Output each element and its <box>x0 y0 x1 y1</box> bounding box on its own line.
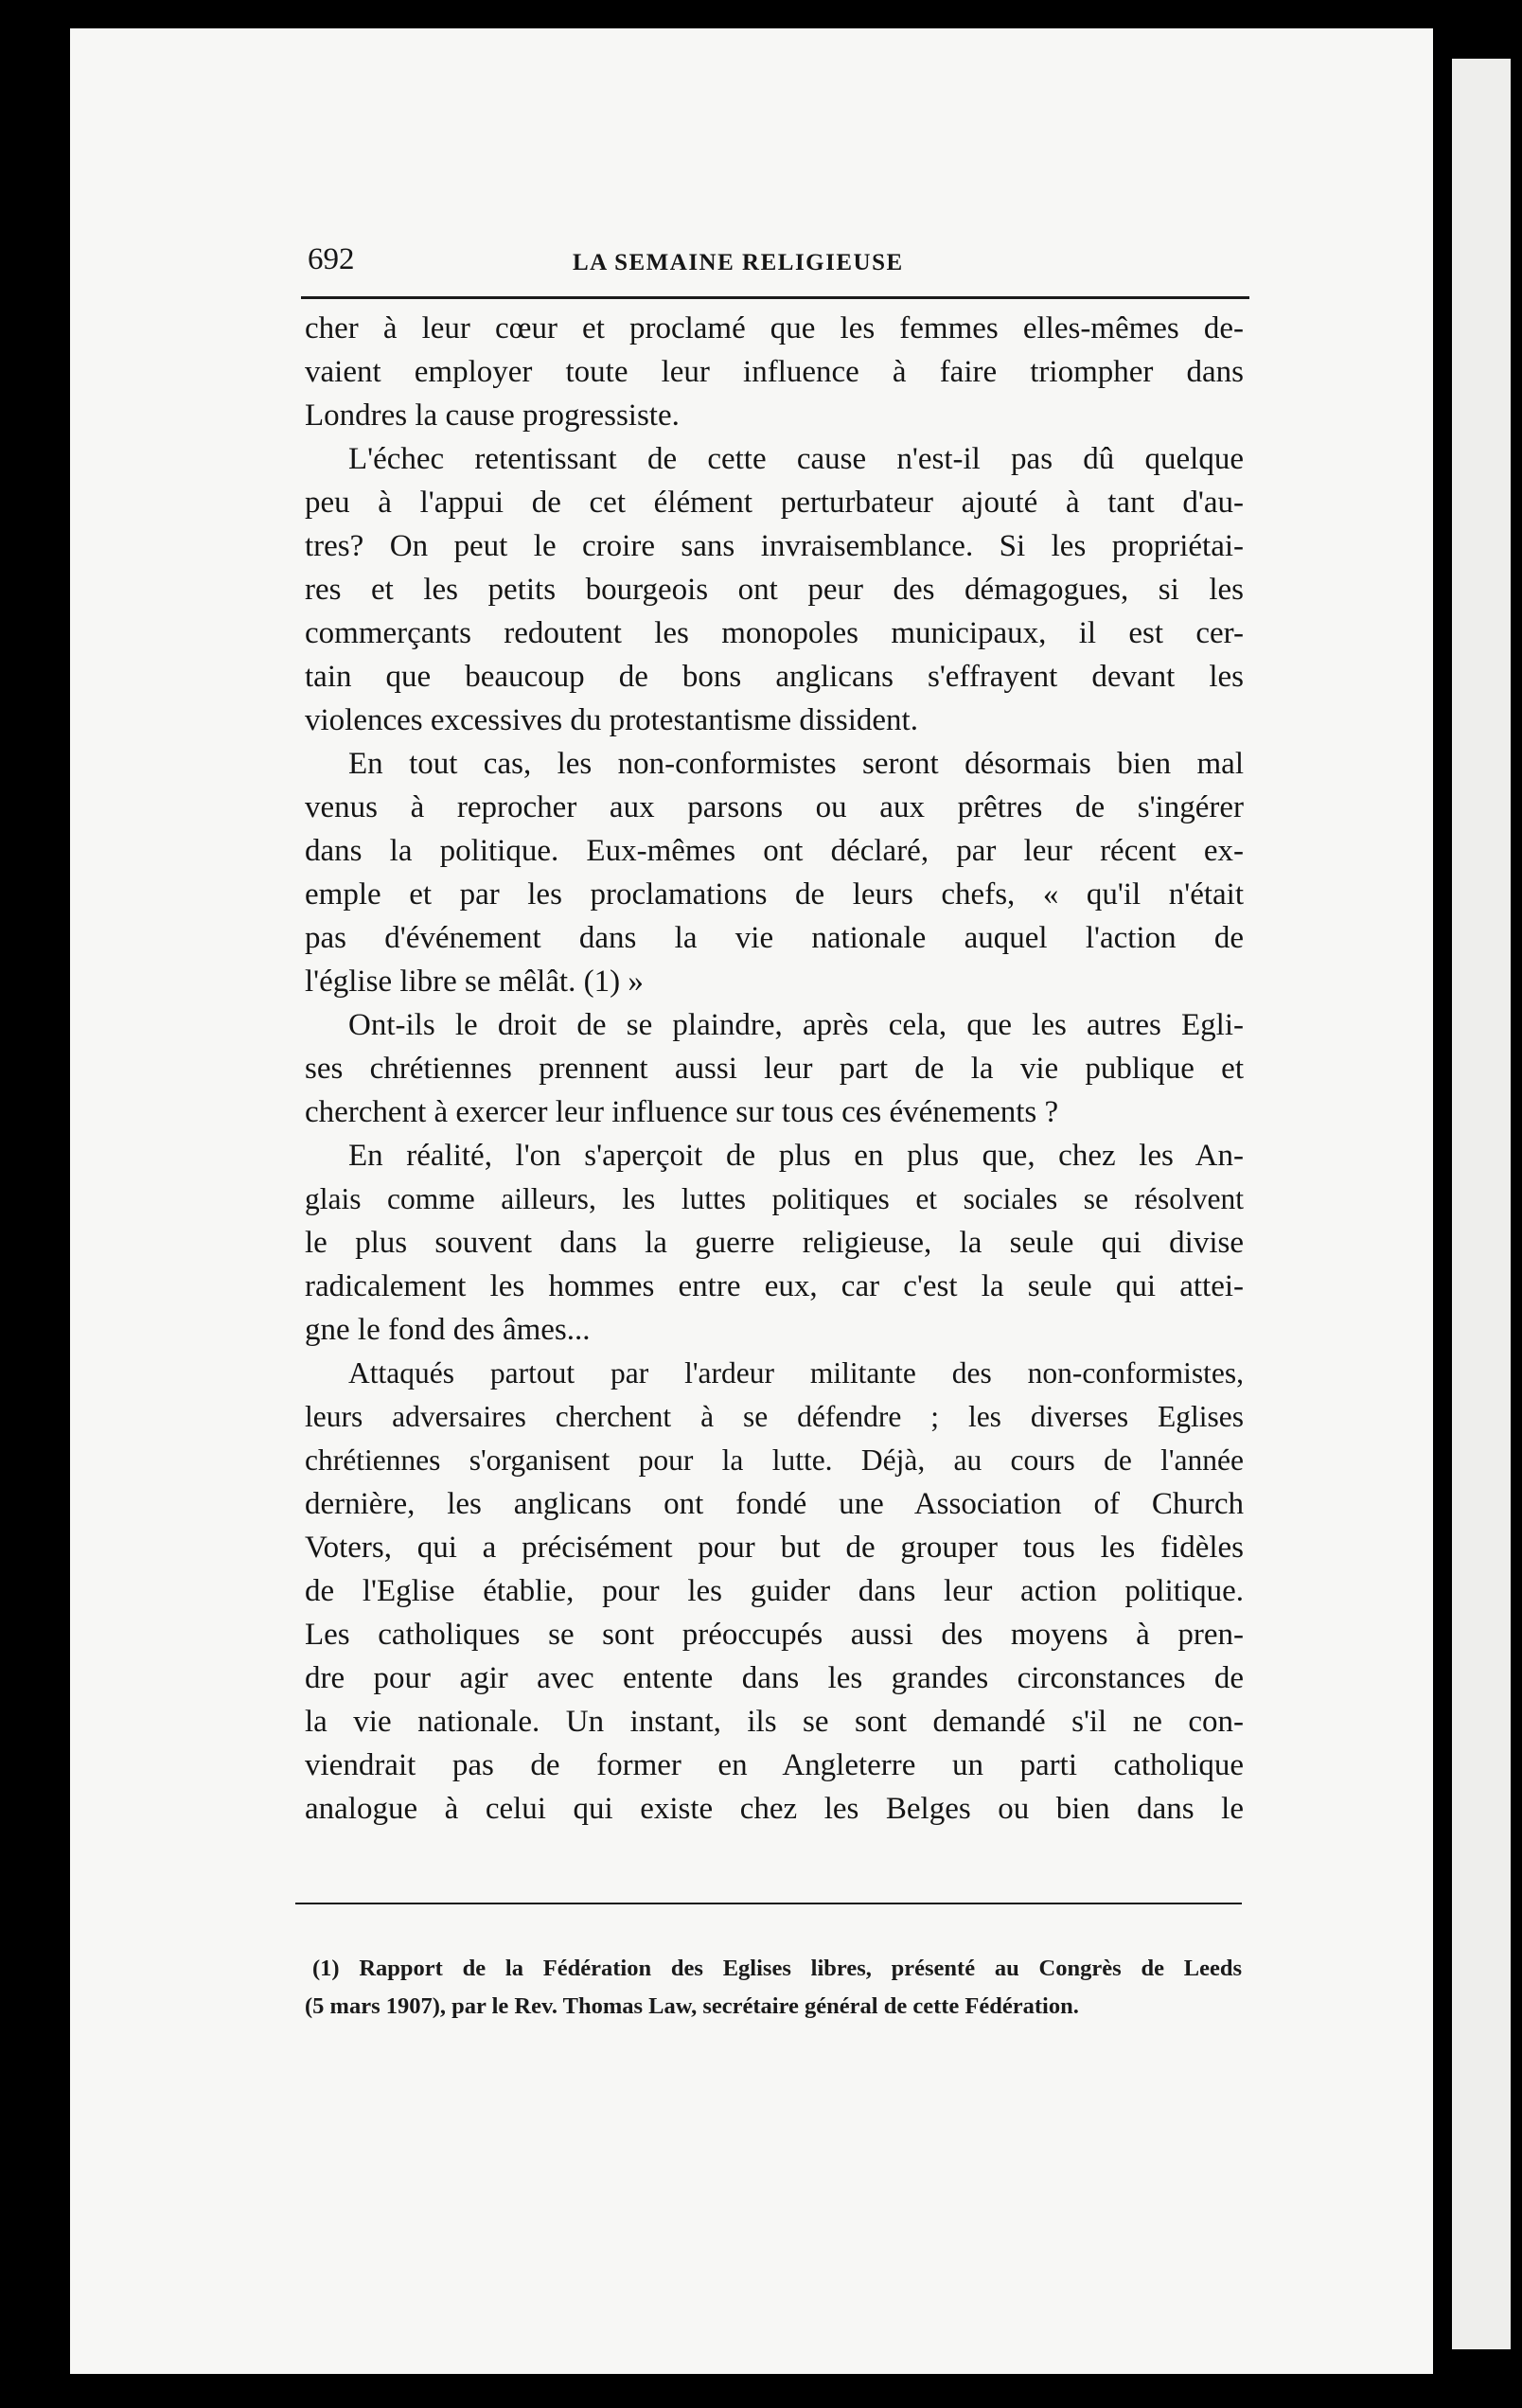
adjacent-page-edge <box>1452 59 1511 2349</box>
text-line: ses chrétiennes prennent aussi leur part de la vie publique et <box>305 1052 1244 1086</box>
text-line: vaient employer toute leur influence à faire triompher dans <box>305 355 1244 389</box>
text-line: emple et par les proclamations de leurs chefs, « qu'il n'était <box>305 877 1244 912</box>
text-line: violences excessives du protestantisme dissident. <box>305 703 918 737</box>
header-rule <box>301 296 1249 299</box>
text-line: dernière, les anglicans ont fondé une Association of Church <box>305 1487 1244 1521</box>
text-line: pas d'événement dans la vie nationale auquel l'action de <box>305 921 1244 955</box>
body-text <box>305 307 1244 1831</box>
footnote <box>305 1950 1242 2026</box>
footnote-line: (1) Rapport de la Fédération des Eglises libres, présenté au Congrès de Leeds <box>312 1956 1242 1981</box>
text-line: cherchent à exercer leur influence sur tous ces événements ? <box>305 1095 1059 1129</box>
text-line: de l'Eglise établie, pour les guider dans leur action politique. <box>305 1574 1244 1608</box>
text-line: leurs adversaires cherchent à se défendre ; les diverses Eglises <box>305 1400 1244 1433</box>
text-line: la vie nationale. Un instant, ils se sont demandé s'il ne con- <box>305 1705 1244 1739</box>
text-line: En tout cas, les non-conformistes seront désormais bien mal <box>348 747 1244 781</box>
text-line: tres? On peut le croire sans invraisemblance. Si les propriétai- <box>305 529 1244 563</box>
text-line: cher à leur cœur et proclamé que les femmes elles-mêmes de- <box>305 311 1244 345</box>
text-line: le plus souvent dans la guerre religieuse, la seule qui divise <box>305 1226 1244 1260</box>
text-line: tain que beaucoup de bons anglicans s'effrayent devant les <box>305 660 1244 694</box>
text-line: viendrait pas de former en Angleterre un parti catholique <box>305 1748 1244 1782</box>
text-line: commerçants redoutent les monopoles municipaux, il est cer- <box>305 616 1244 650</box>
text-line: radicalement les hommes entre eux, car c'est la seule qui attei- <box>305 1269 1244 1303</box>
text-line: dre pour agir avec entente dans les grandes circonstances de <box>305 1661 1244 1695</box>
text-line: gne le fond des âmes... <box>305 1313 591 1347</box>
text-line: glais comme ailleurs, les luttes politiques et sociales se résolvent <box>305 1182 1244 1215</box>
text-line: analogue à celui qui existe chez les Belges ou bien dans le <box>305 1792 1244 1826</box>
text-line: venus à reprocher aux parsons ou aux prêtres de s'ingérer <box>305 790 1244 824</box>
text-line: dans la politique. Eux-mêmes ont déclaré, par leur récent ex- <box>305 834 1244 868</box>
text-line: Ont-ils le droit de se plaindre, après cela, que les autres Egli- <box>348 1008 1244 1042</box>
footnote-rule <box>295 1903 1242 1904</box>
text-line: chrétiennes s'organisent pour la lutte. Déjà, au cours de l'année <box>305 1443 1244 1477</box>
text-line: peu à l'appui de cet élément perturbateur ajouté à tant d'au- <box>305 486 1244 520</box>
page-header <box>308 242 1254 280</box>
text-line: Voters, qui a précisément pour but de grouper tous les fidèles <box>305 1531 1244 1565</box>
footnote-line: (5 mars 1907), par le Rev. Thomas Law, secrétaire général de cette Fédération. <box>305 1993 1079 2019</box>
text-line: Attaqués partout par l'ardeur militante des non-conformistes, <box>348 1356 1244 1390</box>
text-line: Les catholiques se sont préoccupés aussi des moyens à pren- <box>305 1618 1244 1652</box>
text-line: Londres la cause progressiste. <box>305 398 680 433</box>
text-line: res et les petits bourgeois ont peur des démagogues, si les <box>305 573 1244 607</box>
text-line: l'église libre se mêlât. (1) » <box>305 965 644 999</box>
text-line: En réalité, l'on s'aperçoit de plus en plus que, chez les An- <box>348 1139 1244 1173</box>
page-number: 692 <box>308 242 355 276</box>
text-line: L'échec retentissant de cette cause n'est-il pas dû quelque <box>348 442 1244 476</box>
running-title: LA SEMAINE RELIGIEUSE <box>573 250 904 275</box>
